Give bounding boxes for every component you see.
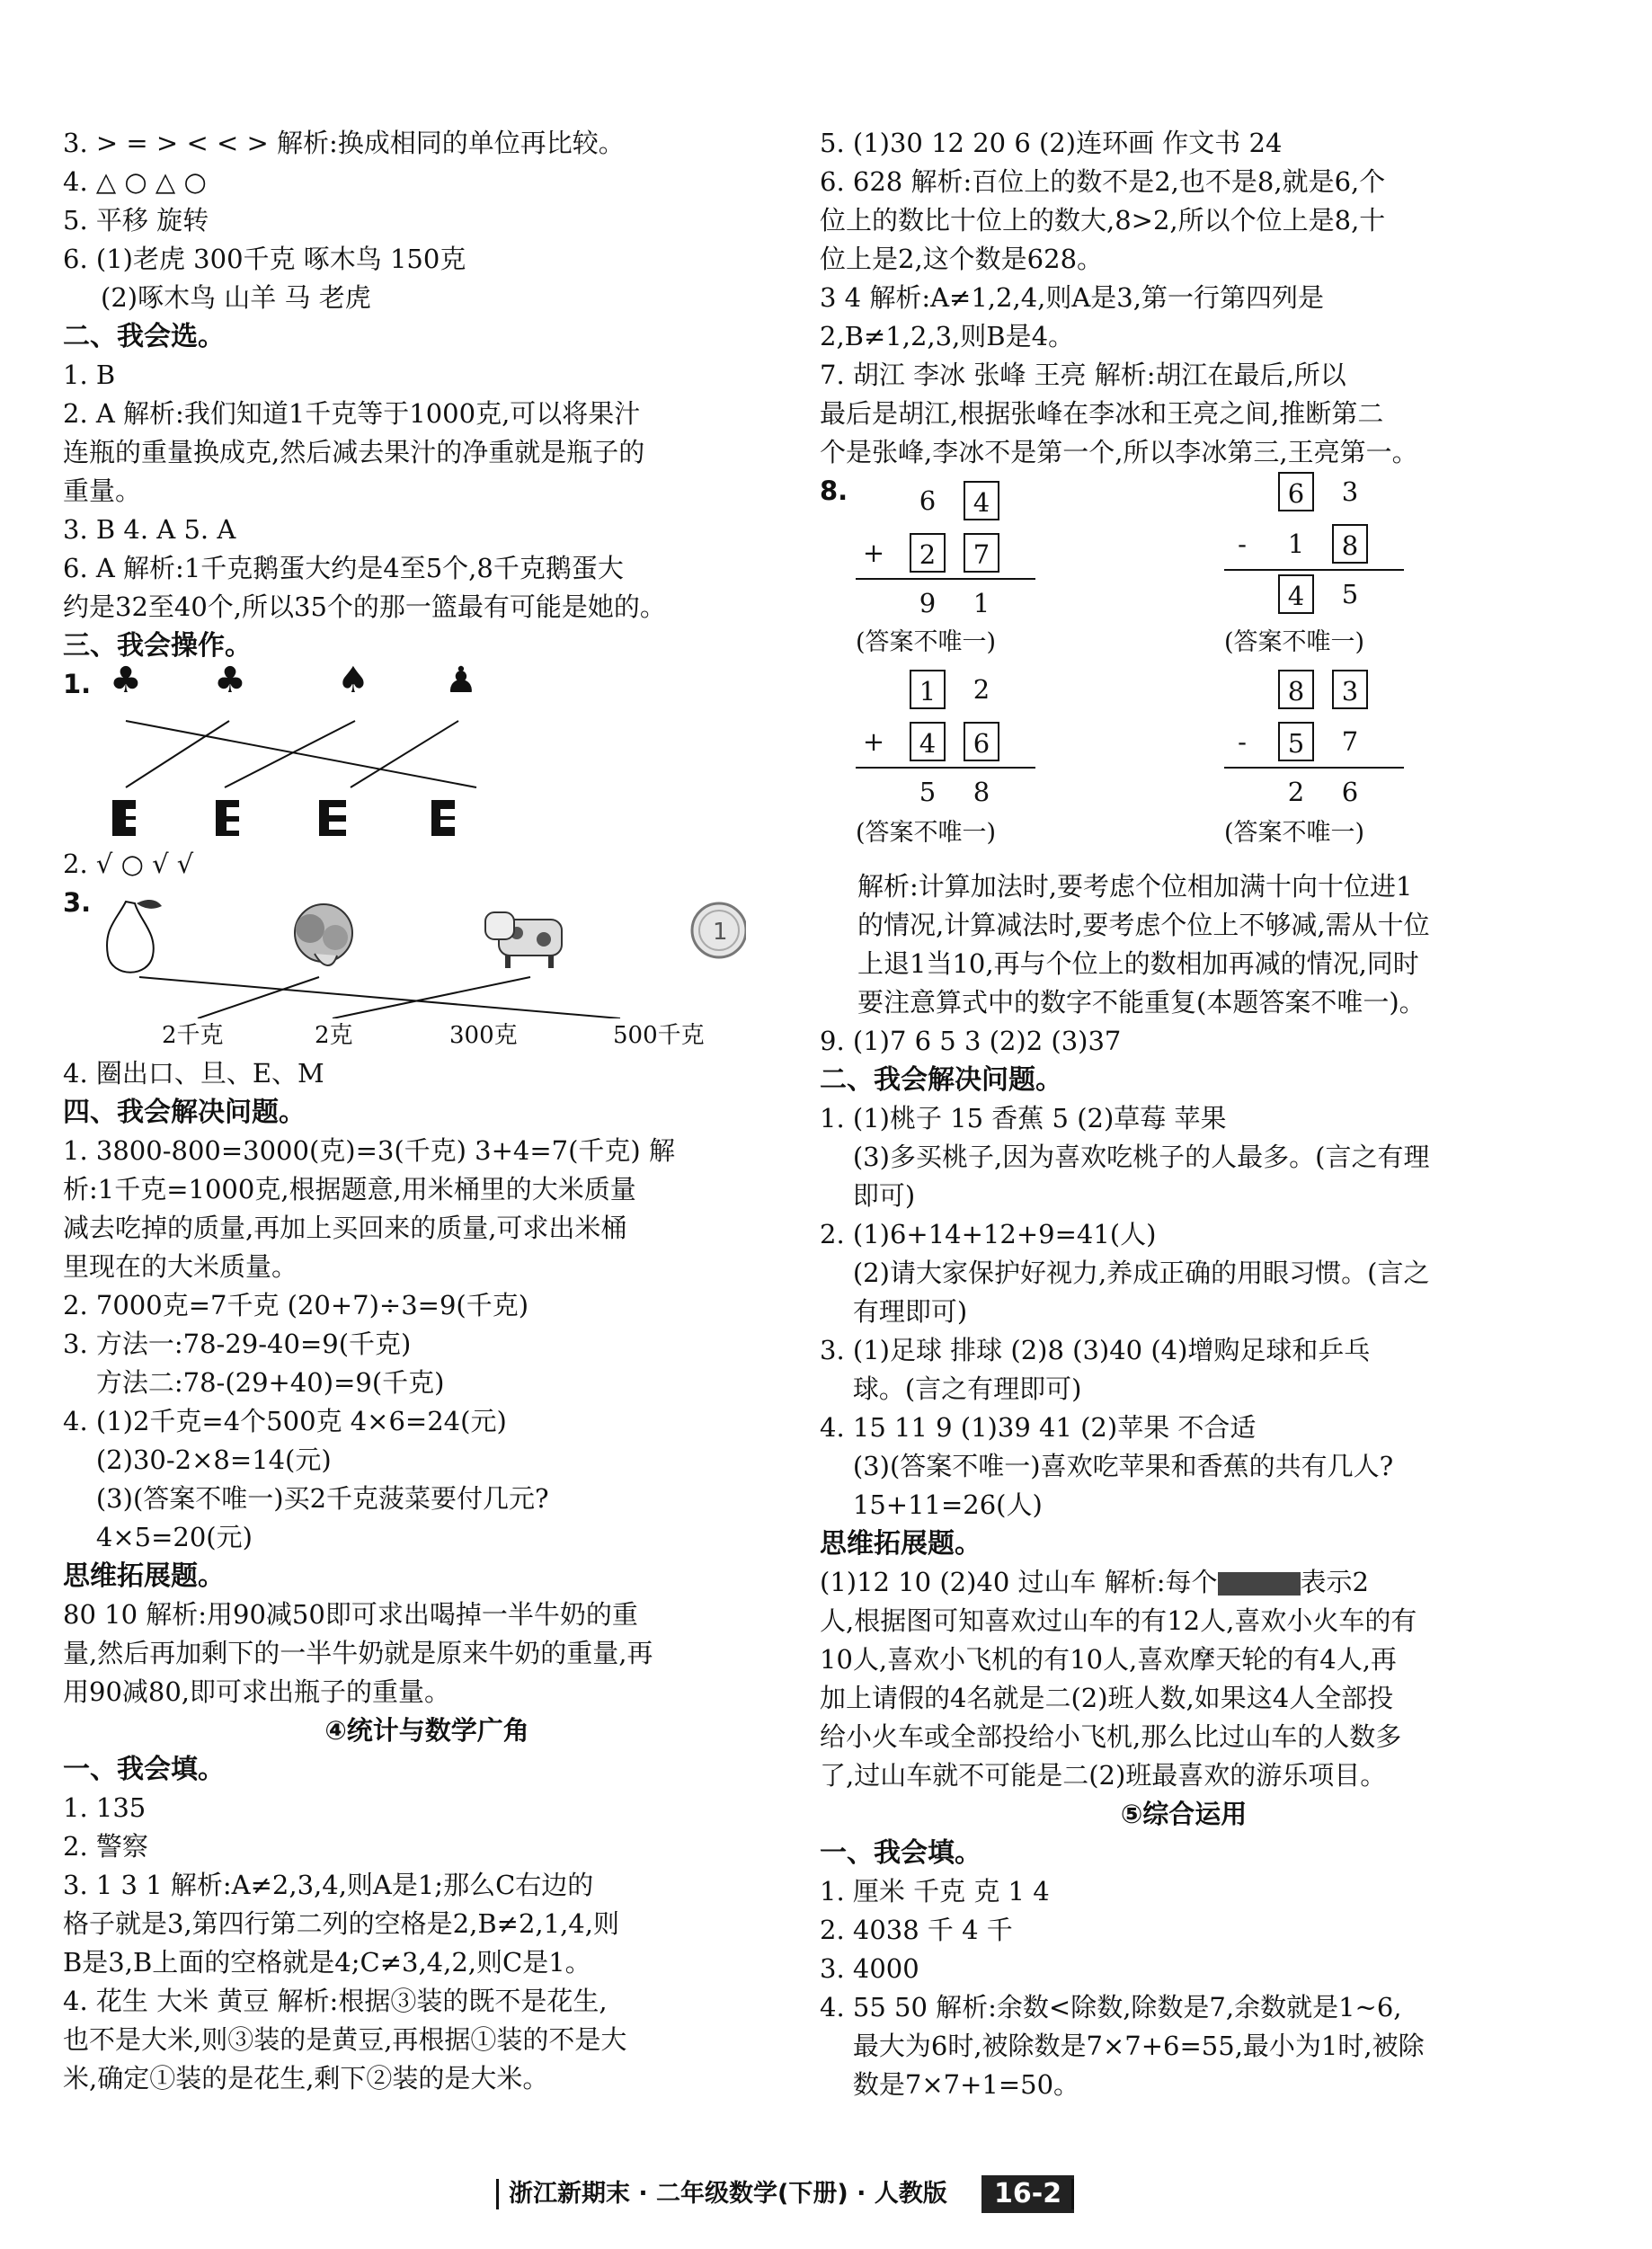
note: (答案不唯一) [1224, 819, 1365, 847]
digit-box: 7 [964, 533, 999, 573]
section-title: 思维拓展题。 [63, 1560, 225, 1592]
answer-line: 4. 花生 大米 黄豆 解析:根据③装的既不是花生, [63, 1986, 608, 2016]
digit: 5 [1341, 579, 1359, 609]
answer-line: 2. 7000克=7千克 (20+7)÷3=9(千克) [63, 1290, 529, 1320]
vertical-arithmetic [820, 472, 1548, 867]
answer-line: 5. 平移 旋转 [63, 205, 209, 236]
question-number: 1. [63, 669, 92, 699]
digit: 3 [1341, 476, 1359, 507]
section-title: 一、我会填。 [63, 1754, 225, 1785]
answer-line: 重量。 [63, 476, 142, 506]
answer-line: 6. A 解析:1千克鹅蛋大约是4至5个,8千克鹅蛋大 [63, 553, 624, 583]
weight-label: 300克 [449, 1022, 518, 1049]
answer-line: 最大为6时,被除数是7×7+6=55,最小为1时,被除 [820, 2031, 1425, 2061]
answer-line: (2)请大家保护好视力,养成正确的用眼习惯。(言之 [820, 1258, 1430, 1288]
answer-line: 加上请假的4名就是二(2)班人数,如果这4人全部投 [820, 1683, 1394, 1713]
page-number: 16-2 [981, 2175, 1074, 2213]
answer-line: 80 10 解析:用90减50即可求出喝掉一半牛奶的重 [63, 1599, 638, 1630]
answer-line: 数是7×7+1=50。 [820, 2069, 1080, 2100]
answer-line: 球。(言之有理即可) [820, 1373, 1082, 1404]
answer-line: 米,确定①装的是花生,剩下②装的是大米。 [63, 2063, 549, 2093]
answer-line: 9. (1)7 6 5 3 (2)2 (3)37 [820, 1026, 1122, 1056]
svg-text:1: 1 [713, 919, 728, 946]
weight-label: 2千克 [162, 1022, 224, 1049]
answer-line: 15+11=26(人) [820, 1489, 1043, 1520]
answer-line: 减去吃掉的质量,再加上买回来的质量,可求出米桶 [63, 1213, 627, 1243]
note: (答案不唯一) [856, 628, 997, 656]
answer-line: 3 4 解析:A≠1,2,4,则A是3,第一行第四列是 [820, 282, 1324, 313]
operator: + [862, 538, 885, 568]
digit: 2 [1287, 777, 1305, 807]
weight-label: 2克 [315, 1022, 353, 1049]
answer-text: (1)12 10 (2)40 过山车 解析:每个 [820, 1567, 1218, 1597]
operator: + [862, 726, 885, 757]
answer-line: 给小火车或全部投给小飞机,那么比过山车的人数多 [820, 1721, 1402, 1752]
digit: 7 [1341, 726, 1359, 757]
digit: 6 [1341, 777, 1359, 807]
answer-line: 2. 警察 [63, 1831, 148, 1862]
answer-line: (3)(答案不唯一)买2千克菠菜要付几元? [63, 1483, 549, 1514]
digit-box: 2 [910, 533, 946, 573]
answer-line: 10人,喜欢小飞机的有10人,喜欢摩天轮的有4人,再 [820, 1644, 1397, 1675]
answer-line: 4×5=20(元) [63, 1522, 253, 1552]
section-title: 思维拓展题。 [820, 1528, 981, 1560]
footer-title: 浙江新期末 · 二年级数学(下册) · 人教版 [509, 2180, 947, 2208]
digit: 9 [919, 588, 937, 618]
analysis-line: 解析:计算加法时,要考虑个位相加满十向十位进1 [857, 871, 1413, 902]
answer-line: 1. (1)桃子 15 香蕉 5 (2)草莓 苹果 [820, 1103, 1227, 1133]
section-title: 三、我会操作。 [63, 630, 252, 662]
digit: 1 [973, 588, 990, 618]
answer-line: 4. 15 11 9 (1)39 41 (2)苹果 不合适 [820, 1412, 1257, 1443]
answer-line: 3. (1)足球 排球 (2)8 (3)40 (4)增购足球和乒乓 [820, 1335, 1371, 1365]
bar-symbol [1218, 1572, 1301, 1596]
answer-line: 2,B≠1,2,3,则B是4。 [820, 321, 1075, 351]
page-footer [496, 2175, 1089, 2213]
answer-line: 6. 628 解析:百位上的数不是2,也不是8,就是6,个 [820, 166, 1386, 197]
pear-icon [107, 900, 162, 973]
digit-box: 4 [910, 722, 946, 761]
answer-line: 位上是2,这个数是628。 [820, 244, 1104, 274]
analysis-line: 上退1当10,再与个位上的数相加再减的情况,同时 [857, 948, 1419, 979]
answer-line: 有理即可) [820, 1296, 968, 1327]
answer-line: 位上的数比十位上的数大,8>2,所以个位上是8,十 [820, 205, 1386, 236]
answer-line: 7. 胡江 李冰 张峰 王亮 解析:胡江在最后,所以 [820, 360, 1346, 390]
answer-line: 格子就是3,第四行第二列的空格是2,B≠2,1,4,则 [63, 1908, 619, 1939]
digit-box: 6 [964, 722, 999, 761]
question-number: 8. [820, 476, 848, 506]
digit-box: 1 [910, 670, 946, 709]
section-title: 二、我会选。 [63, 321, 225, 352]
answer-line: 3. > = > < < > 解析:换成相同的单位再比较。 [63, 128, 625, 158]
answer-line: 1. B [63, 360, 116, 390]
matching-figure-3 [63, 884, 791, 1054]
answer-line: 1. 135 [63, 1792, 147, 1823]
digit: 8 [973, 777, 990, 807]
matching-figure-1 [63, 660, 791, 845]
answer-line: 个是张峰,李冰不是第一个,所以李冰第三,王亮第一。 [820, 437, 1418, 467]
answer-line: 3. B 4. A 5. A [63, 514, 236, 545]
unit-title: ④统计与数学广角 [324, 1715, 529, 1746]
answer-line: 方法二:78-(29+40)=9(千克) [63, 1367, 445, 1398]
answer-line: 3. 方法一:78-29-40=9(千克) [63, 1329, 412, 1359]
answer-line: 人,根据图可知喜欢过山车的有12人,喜欢小火车的有 [820, 1605, 1417, 1636]
digit-box: 6 [1278, 472, 1314, 511]
answer-line: 4. 圈出口、旦、E、M [63, 1058, 324, 1089]
club-icon: ♣ [214, 660, 246, 701]
answer-text: 表示2 [1300, 1567, 1369, 1597]
answer-line: 量,然后再加剩下的一半牛奶就是原来牛奶的重量,再 [63, 1638, 653, 1668]
analysis-line: 的情况,计算减法时,要考虑个位上不够减,需从十位 [857, 910, 1430, 940]
answer-line: 5. (1)30 12 20 6 (2)连环画 作文书 24 [820, 128, 1283, 158]
note: (答案不唯一) [856, 819, 997, 847]
cabbage-icon [295, 904, 352, 965]
digit: 6 [919, 485, 937, 516]
answer-line: 即可) [820, 1180, 916, 1211]
section-title: 一、我会填。 [820, 1837, 981, 1869]
weight-label: 500千克 [613, 1022, 705, 1049]
answer-line: 析:1千克=1000克,根据题意,用米桶里的大米质量 [63, 1174, 636, 1205]
answer-line: 4. (1)2千克=4个500克 4×6=24(元) [63, 1406, 507, 1436]
analysis-line: 要注意算式中的数字不能重复(本题答案不唯一)。 [857, 987, 1426, 1018]
right-column [820, 124, 1548, 2104]
answer-line: 用90减80,即可求出瓶子的重量。 [63, 1676, 451, 1707]
digit-box: 5 [1278, 722, 1314, 761]
question-number: 3. [63, 887, 92, 918]
answer-line: 1. 厘米 千克 克 1 4 [820, 1876, 1050, 1907]
answer-line: 也不是大米,则③装的是黄豆,再根据①装的不是大 [63, 2024, 627, 2055]
answer-line: 连瓶的重量换成克,然后减去果汁的净重就是瓶子的 [63, 437, 645, 467]
letter-shapes [112, 800, 455, 836]
operator: - [1238, 529, 1247, 559]
digit-box: 8 [1278, 670, 1314, 709]
answer-line: 2. A 解析:我们知道1千克等于1000克,可以将果汁 [63, 398, 641, 429]
club-icon: ♣ [110, 660, 142, 701]
answer-line: (3)多买桃子,因为喜欢吃桃子的人最多。(言之有理 [820, 1142, 1430, 1172]
answer-line: 3. 4000 [820, 1953, 919, 1984]
digit-box: 8 [1332, 524, 1368, 564]
left-column [63, 124, 791, 2098]
digit: 2 [973, 674, 990, 705]
digit: 5 [919, 777, 937, 807]
cow-icon [485, 912, 562, 968]
weight-matching [63, 884, 746, 1018]
answer-line: 了,过山车就不可能是二(2)班最喜欢的游乐项目。 [820, 1760, 1387, 1791]
answer-line: 2. 4038 千 4 千 [820, 1915, 1013, 1945]
answer-line: 约是32至40个,所以35个的那一篮最有可能是她的。 [63, 591, 666, 622]
answer-line: (3)(答案不唯一)喜欢吃苹果和香蕉的共有几人? [820, 1451, 1394, 1481]
answer-line: 3. 1 3 1 解析:A≠2,3,4,则A是1;那么C右边的 [63, 1870, 594, 1900]
answer-line: 4. 55 50 解析:余数<除数,除数是7,余数就是1~6, [820, 1992, 1402, 2022]
pawn-icon: ♟ [445, 660, 477, 701]
digit-box: 4 [964, 481, 999, 520]
section-title: 四、我会解决问题。 [63, 1097, 306, 1128]
digit: 1 [1287, 529, 1305, 559]
answer-line: (2)30-2×8=14(元) [63, 1445, 332, 1475]
answer-line: 6. (1)老虎 300千克 啄木鸟 150克 [63, 244, 466, 274]
answer-line: 最后是胡江,根据张峰在李冰和王亮之间,推断第二 [820, 398, 1384, 429]
section-title: 二、我会解决问题。 [820, 1064, 1062, 1096]
answer-line: 2. (1)6+14+12+9=41(人) [820, 1219, 1157, 1249]
answer-line: B是3,B上面的空格就是4;C≠3,4,2,则C是1。 [63, 1947, 591, 1978]
answer-line: 4. △ ○ △ ○ [63, 166, 207, 197]
digit-box: 4 [1278, 574, 1314, 614]
answer-line [820, 1563, 1548, 1602]
unit-title: ⑤综合运用 [1120, 1799, 1248, 1829]
spade-icon: ♠ [337, 660, 369, 701]
note: (答案不唯一) [1224, 628, 1365, 656]
answer-line: 里现在的大米质量。 [63, 1251, 298, 1282]
operator: - [1238, 726, 1247, 757]
coin-icon [692, 903, 746, 957]
answer-line: 2. √ ○ √ √ [63, 849, 194, 879]
digit-box: 3 [1332, 670, 1368, 709]
answer-line: 1. 3800-800=3000(克)=3(千克) 3+4=7(千克) 解 [63, 1135, 675, 1166]
answer-line: (2)啄木鸟 山羊 马 老虎 [101, 282, 371, 313]
